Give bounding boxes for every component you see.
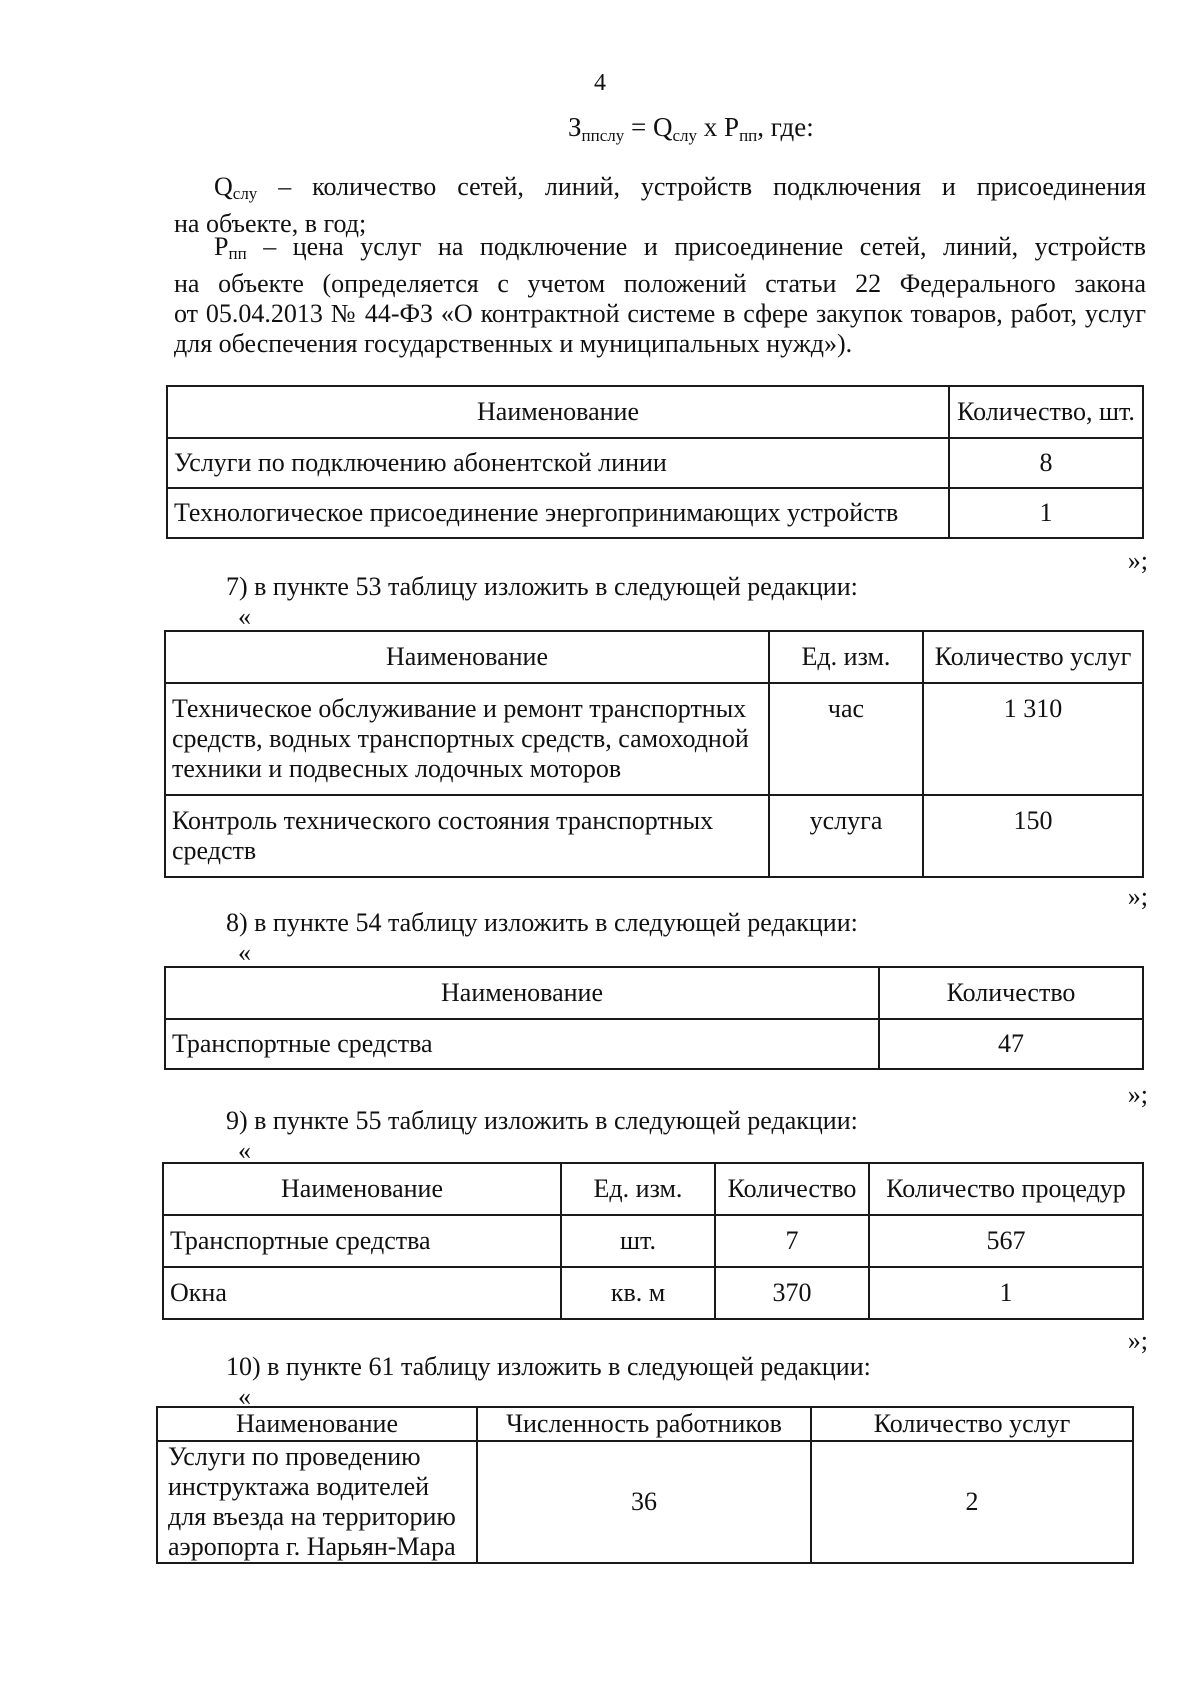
table2-cell: час (769, 683, 923, 795)
table5-header-staff: Численность работников (477, 1407, 811, 1441)
table5-cell: Услуги по проведению инструктажа водителей для въезда на территорию аэропорта г. Нарьян-Мара (157, 1441, 477, 1563)
formula-z-sub: ппслу (581, 126, 625, 145)
definition-p (174, 232, 1146, 359)
item-10: 10) в пункте 61 таблицу изложить в следующей редакции: (226, 1352, 871, 1381)
formula-eq: = Q (624, 112, 673, 142)
table-connection-services (166, 385, 1144, 539)
table4-header-name: Наименование (163, 1163, 561, 1215)
def-p-symbol: P (214, 232, 229, 261)
def-p-line4: для обеспечения государственных и муниципальных нужд»). (174, 329, 853, 358)
table5-header-name: Наименование (157, 1407, 477, 1441)
table3-cell: 47 (879, 1019, 1143, 1069)
table4-cell: кв. м (561, 1267, 715, 1319)
table5-cell: 2 (811, 1441, 1133, 1563)
table4-cell: 1 (869, 1267, 1143, 1319)
table-row (157, 1441, 1133, 1563)
formula-p-sub: пп (739, 126, 758, 145)
table1-header-name: Наименование (167, 386, 949, 438)
table4-cell: 7 (715, 1215, 869, 1267)
table1-cell: Технологическое присоединение энергопринимающих устройств (167, 488, 949, 538)
table3-cell: Транспортные средства (165, 1019, 879, 1069)
table2-header-qty: Количество услуг (923, 631, 1143, 683)
table-driver-briefing (156, 1406, 1134, 1564)
table4-cell: 370 (715, 1267, 869, 1319)
open-quote-8: « (238, 938, 251, 967)
table1-header-qty: Количество, шт. (949, 386, 1143, 438)
def-q-symbol: Q (214, 172, 233, 201)
table-row (167, 488, 1143, 538)
formula (568, 112, 814, 146)
table-row (165, 795, 1143, 877)
table-row (163, 1215, 1143, 1267)
def-q-sub: слу (232, 184, 258, 203)
formula-tail: , где: (757, 112, 814, 142)
table2-cell: 1 310 (923, 683, 1143, 795)
close-quote-4: »; (1127, 1326, 1148, 1355)
table4-header-unit: Ед. изм. (561, 1163, 715, 1215)
formula-z: З (568, 112, 582, 142)
table2-cell: Техническое обслуживание и ремонт транспортных средств, водных транспортных средств, самоходной техники и подвесных лодочных моторов (165, 683, 769, 795)
item-8: 8) в пункте 54 таблицу изложить в следующей редакции: (226, 908, 858, 937)
def-q-line2: на объекте, в год; (174, 209, 367, 238)
table-row (165, 683, 1143, 795)
formula-x: x P (697, 112, 740, 142)
table4-header-qty: Количество (715, 1163, 869, 1215)
table5-header-services: Количество услуг (811, 1407, 1133, 1441)
def-q-line1: – количество сетей, линий, устройств подключения и присоединения (257, 172, 1146, 201)
item-9: 9) в пункте 55 таблицу изложить в следующей редакции: (226, 1106, 858, 1135)
table2-cell: услуга (769, 795, 923, 877)
page-number: 4 (594, 70, 606, 96)
open-quote-9: « (238, 1136, 251, 1165)
def-p-sub: пп (228, 244, 247, 263)
def-p-line2: на объекте (определяется с учетом положений статьи 22 Федерального закона (174, 269, 1146, 298)
item-7: 7) в пункте 53 таблицу изложить в следующей редакции: (226, 572, 858, 601)
table4-cell: шт. (561, 1215, 715, 1267)
table1-cell: 1 (949, 488, 1143, 538)
table3-header-name: Наименование (165, 967, 879, 1019)
table-vehicle-maintenance (164, 630, 1144, 878)
table4-cell: Окна (163, 1267, 561, 1319)
open-quote-7: « (238, 602, 251, 631)
close-quote-3: »; (1127, 1080, 1148, 1109)
table2-cell: Контроль технического состояния транспортных средств (165, 795, 769, 877)
table1-cell: 8 (949, 438, 1143, 488)
table-row (165, 1019, 1143, 1069)
table-row (167, 438, 1143, 488)
definition-q (174, 172, 1146, 239)
formula-q-sub: слу (672, 126, 698, 145)
table4-cell: 567 (869, 1215, 1143, 1267)
table2-cell: 150 (923, 795, 1143, 877)
close-quote-1: »; (1127, 546, 1148, 575)
def-p-line3: от 05.04.2013 № 44-ФЗ «О контрактной системе в сфере закупок товаров, работ, услуг (174, 299, 1146, 328)
table5-cell: 36 (477, 1441, 811, 1563)
table4-header-procedures: Количество процедур (869, 1163, 1143, 1215)
table-cleaning (162, 1162, 1144, 1320)
table-vehicles (164, 966, 1144, 1070)
table3-header-qty: Количество (879, 967, 1143, 1019)
table2-header-unit: Ед. изм. (769, 631, 923, 683)
open-quote-10: « (238, 1382, 251, 1411)
table1-cell: Услуги по подключению абонентской линии (167, 438, 949, 488)
def-p-line1: – цена услуг на подключение и присоединение сетей, линий, устройств (246, 232, 1146, 261)
table4-cell: Транспортные средства (163, 1215, 561, 1267)
close-quote-2: »; (1127, 882, 1148, 911)
table-row (163, 1267, 1143, 1319)
table2-header-name: Наименование (165, 631, 769, 683)
